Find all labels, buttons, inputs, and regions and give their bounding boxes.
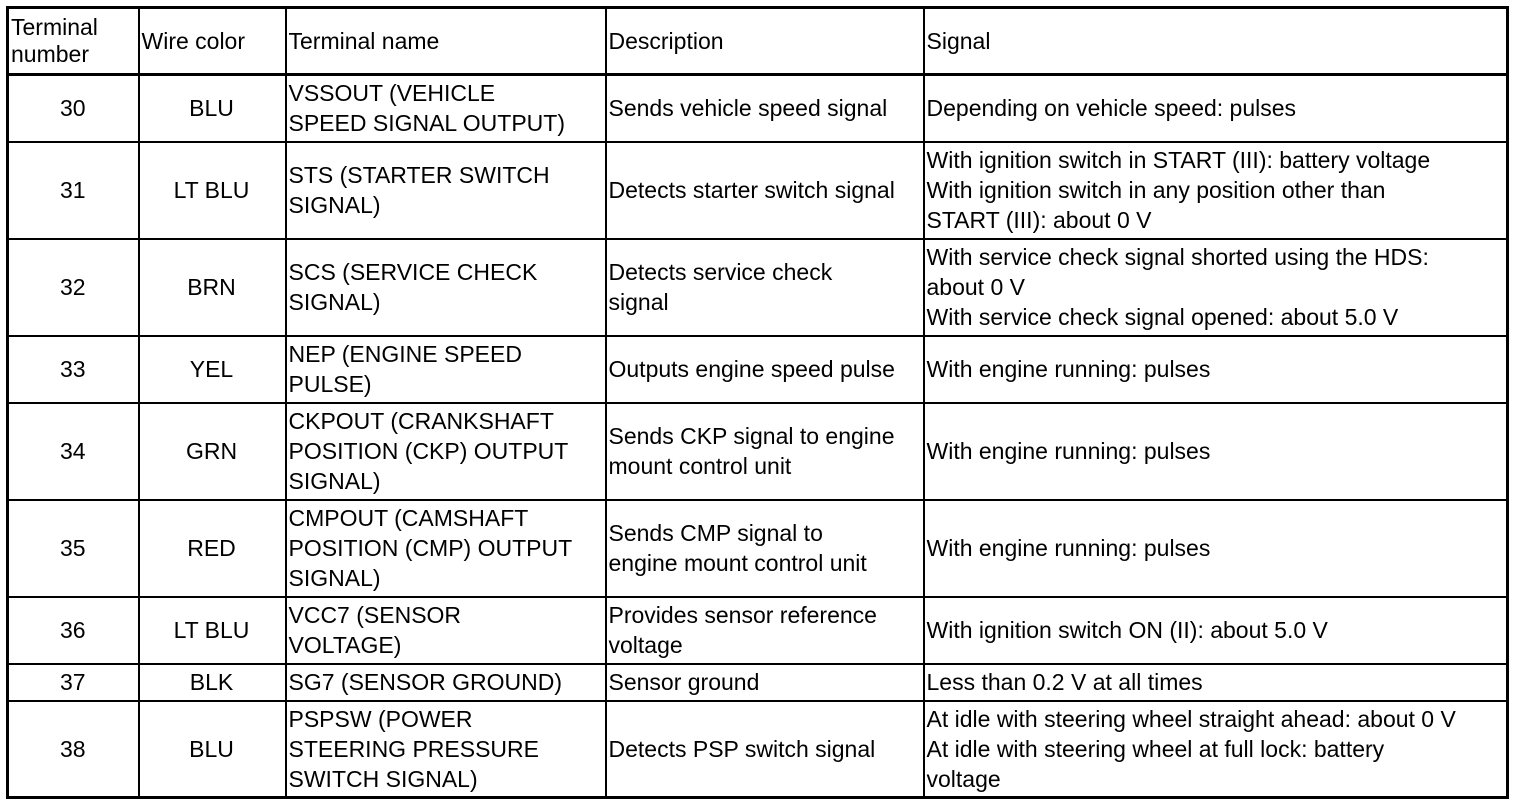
terminal-number-cell: 33 xyxy=(8,336,139,403)
header-wire-color: Wire color xyxy=(139,8,286,75)
table-row xyxy=(8,336,1508,403)
signal-cell: With engine running: pulses xyxy=(924,500,1508,597)
terminal-number-cell: 34 xyxy=(8,403,139,500)
table-row xyxy=(8,701,1508,798)
terminal-name-cell: NEP (ENGINE SPEED PULSE) xyxy=(286,336,606,403)
table-row xyxy=(8,500,1508,597)
terminal-name-cell: CKPOUT (CRANKSHAFT POSITION (CKP) OUTPUT SIGNAL) xyxy=(286,403,606,500)
table-row xyxy=(8,403,1508,500)
wire-color-cell: RED xyxy=(139,500,286,597)
description-cell: Outputs engine speed pulse xyxy=(606,336,924,403)
description-cell: Provides sensor reference voltage xyxy=(606,597,924,664)
signal-cell: With ignition switch ON (II): about 5.0 V xyxy=(924,597,1508,664)
description-cell: Sensor ground xyxy=(606,664,924,701)
header-signal: Signal xyxy=(924,8,1508,75)
terminal-number-cell: 35 xyxy=(8,500,139,597)
wire-color-cell: BLK xyxy=(139,664,286,701)
signal-cell: With engine running: pulses xyxy=(924,336,1508,403)
wire-color-cell: GRN xyxy=(139,403,286,500)
description-cell: Detects service check signal xyxy=(606,239,924,336)
signal-cell: With service check signal shorted using the HDS: about 0 V With service check signal opened: about 5.0 V xyxy=(924,239,1508,336)
header-description: Description xyxy=(606,8,924,75)
terminal-name-cell: VCC7 (SENSOR VOLTAGE) xyxy=(286,597,606,664)
signal-cell: Depending on vehicle speed: pulses xyxy=(924,75,1508,142)
signal-cell: With ignition switch in START (III): battery voltage With ignition switch in any position other than START (III): about 0 V xyxy=(924,142,1508,239)
terminal-number-cell: 37 xyxy=(8,664,139,701)
table-row xyxy=(8,664,1508,701)
table-body xyxy=(8,75,1508,798)
description-cell: Detects starter switch signal xyxy=(606,142,924,239)
wire-color-cell: LT BLU xyxy=(139,597,286,664)
wire-color-cell: LT BLU xyxy=(139,142,286,239)
description-cell: Sends CKP signal to engine mount control unit xyxy=(606,403,924,500)
terminal-name-cell: SG7 (SENSOR GROUND) xyxy=(286,664,606,701)
terminal-name-cell: PSPSW (POWER STEERING PRESSURE SWITCH SIGNAL) xyxy=(286,701,606,798)
header-terminal-number: Terminal number xyxy=(8,8,139,75)
description-cell: Sends CMP signal to engine mount control unit xyxy=(606,500,924,597)
header-terminal-name: Terminal name xyxy=(286,8,606,75)
terminal-name-cell: VSSOUT (VEHICLE SPEED SIGNAL OUTPUT) xyxy=(286,75,606,142)
terminal-name-cell: SCS (SERVICE CHECK SIGNAL) xyxy=(286,239,606,336)
description-cell: Sends vehicle speed signal xyxy=(606,75,924,142)
wire-color-cell: BLU xyxy=(139,701,286,798)
terminal-table xyxy=(6,6,1509,799)
terminal-number-cell: 32 xyxy=(8,239,139,336)
table-row xyxy=(8,142,1508,239)
terminal-number-cell: 36 xyxy=(8,597,139,664)
terminal-name-cell: STS (STARTER SWITCH SIGNAL) xyxy=(286,142,606,239)
terminal-name-cell: CMPOUT (CAMSHAFT POSITION (CMP) OUTPUT SIGNAL) xyxy=(286,500,606,597)
signal-cell: Less than 0.2 V at all times xyxy=(924,664,1508,701)
terminal-number-cell: 38 xyxy=(8,701,139,798)
wire-color-cell: BLU xyxy=(139,75,286,142)
wire-color-cell: YEL xyxy=(139,336,286,403)
table-header xyxy=(8,8,1508,75)
header-row xyxy=(8,8,1508,75)
table-row xyxy=(8,597,1508,664)
signal-cell: At idle with steering wheel straight ahead: about 0 V At idle with steering wheel at full lock: battery voltage xyxy=(924,701,1508,798)
description-cell: Detects PSP switch signal xyxy=(606,701,924,798)
table-row xyxy=(8,239,1508,336)
terminal-number-cell: 30 xyxy=(8,75,139,142)
terminal-number-cell: 31 xyxy=(8,142,139,239)
table-row xyxy=(8,75,1508,142)
signal-cell: With engine running: pulses xyxy=(924,403,1508,500)
wire-color-cell: BRN xyxy=(139,239,286,336)
